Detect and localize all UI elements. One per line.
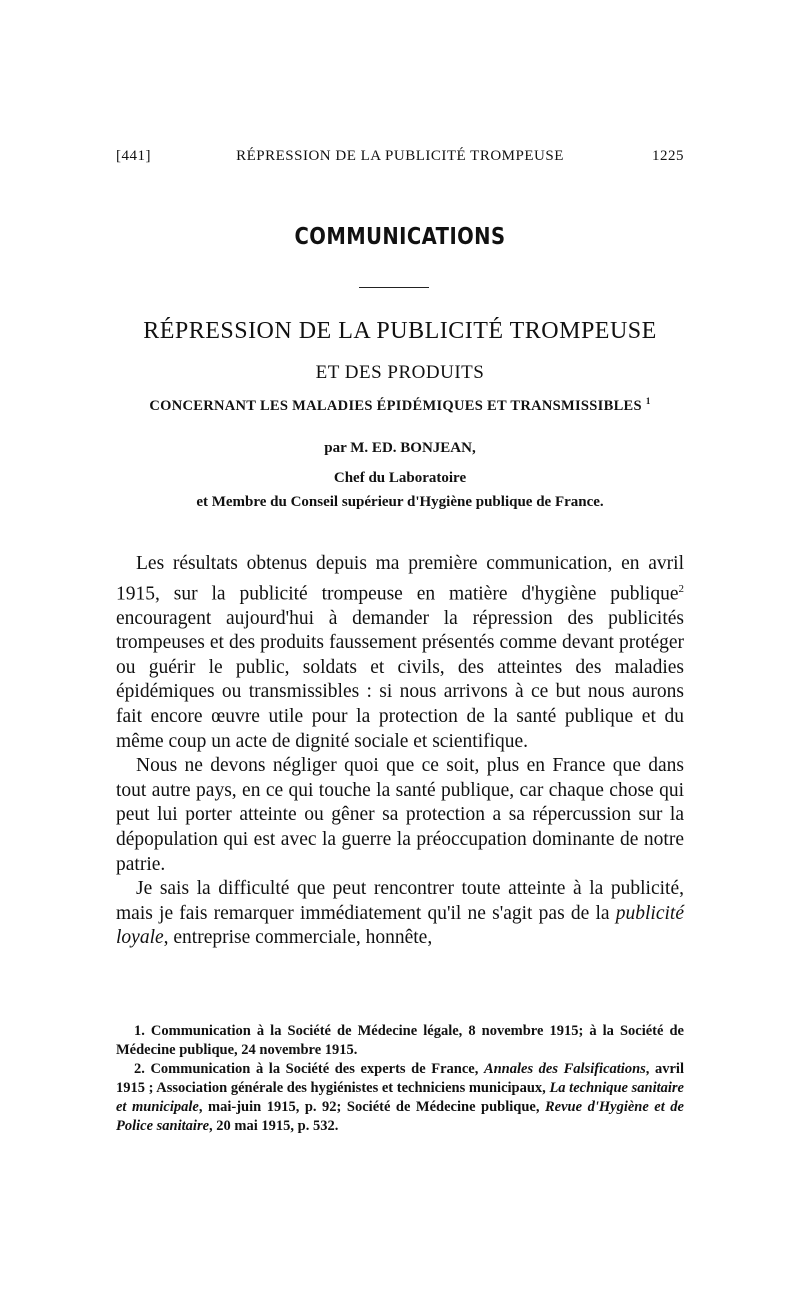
footnotes [116,1022,684,1136]
paragraph [116,552,684,754]
divider [359,287,429,288]
emphasis: publicité loyale [116,902,684,949]
citation-title: La technique sanitaire et municipale [116,1080,684,1115]
paragraph-text: Les résultats obtenus depuis ma première communication, en avril 1915, sur la publicité trompeuse en matière d'hygiène publique [116,553,684,605]
article-subtitle-2-text: CONCERNANT LES MALADIES ÉPIDÉMIQUES ET TRANSMISSIBLES [149,397,642,414]
article-title: RÉPRESSION DE LA PUBLICITÉ TROMPEUSE [143,318,657,344]
footnote [116,1060,684,1136]
footnote-marker: 2 [678,582,684,595]
paragraph-text: encouragent aujourd'hui à demander la répression des publicités trompeuses et des produits faussement présentés comme devant protéger ou guérir le public, soldats et civils, des atteintes des maladies épidémiques ou transmissibles : si nous arrivons à ce but nous aurons fait encore œuvre utile pour la protection de la santé publique et du même coup un acte de dignité sociale et scientifique. [116,607,684,752]
footnote-text: , 20 mai 1915, p. 532. [209,1118,339,1134]
footnote-text: , avril 1915 ; Association générale des hygiénistes et techniciens municipaux, [116,1061,684,1096]
body-text [116,552,684,951]
footnote-text: 2. Communication à la Société des experts de France, [134,1061,484,1077]
author-byline: par M. ED. BONJEAN, [324,440,476,456]
citation-title: Annales des Falsifications [483,1061,646,1077]
running-title: RÉPRESSION DE LA PUBLICITÉ TROMPEUSE [236,148,564,164]
article-subtitle: ET DES PRODUITS [315,362,485,383]
page-label: [441] [116,148,151,164]
author-affiliation-2: et Membre du Conseil supérieur d'Hygiène publique de France. [196,494,604,510]
page-number: 1225 [652,148,684,164]
paragraph [116,877,684,951]
paragraph-text: Je sais la difficulté que peut rencontrer toute atteinte à la publicité, mais je fais remarquer immédiatement qu'il ne s'agit pas de la [116,878,684,924]
footnote: 1. Communication à la Société de Médecine légale, 8 novembre 1915; à la Société de Médecine publique, 24 novembre 1915. [116,1023,684,1058]
citation-title: Revue d'Hygiène et de Police sanitaire [116,1099,684,1134]
footnote-text: , mai-juin 1915, p. 92; Société de Médecine publique, [198,1099,546,1115]
footnote-marker: 1 [645,396,651,406]
article-subtitle-2 [0,396,800,415]
author-affiliation: Chef du Laboratoire [333,470,467,486]
section-title: COMMUNICATIONS [294,224,506,250]
paragraph-text: , entreprise commerciale, honnête, [163,927,433,949]
paragraph: Nous ne devons négliger quoi que ce soit, plus en France que dans tout autre pays, en ce qui touche la santé publique, car chaque chose qui peut lui porter atteinte ou gêner sa protection a sa répercussion sur la dépopulation qui est avec la guerre la préoccupation dominante de notre patrie. [116,755,684,875]
